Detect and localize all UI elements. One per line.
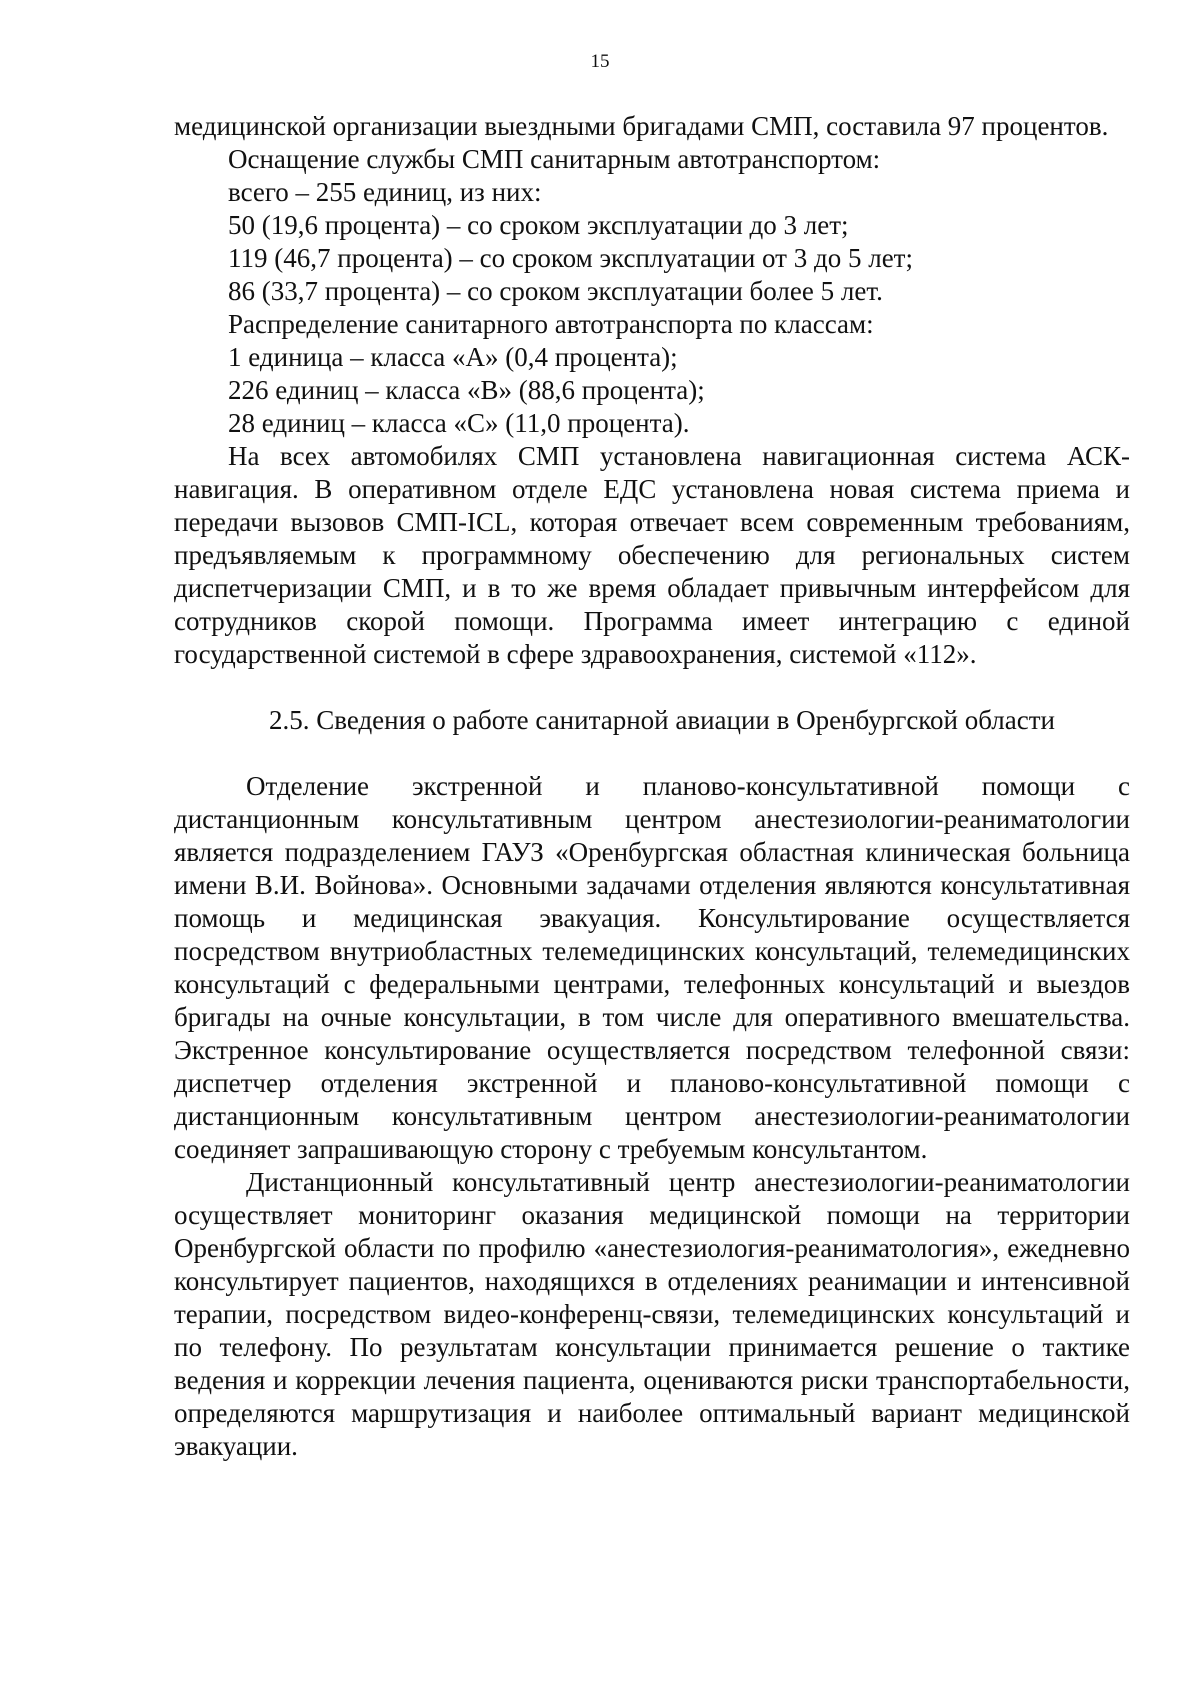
class-item: 226 единиц – класса «В» (88,6 процента);	[228, 375, 705, 405]
section-heading: 2.5. Сведения о работе санитарной авиации в Оренбургской области	[268, 705, 1056, 735]
transport-item: 86 (33,7 процента) – со сроком эксплуатации более 5 лет.	[228, 276, 883, 306]
class-title: Распределение санитарного автотранспорта по классам:	[228, 309, 874, 339]
transport-item: 119 (46,7 процента) – со сроком эксплуатации от 3 до 5 лет;	[228, 243, 913, 273]
paragraph-navigation: На всех автомобилях СМП установлена навигационная система АСК-навигация. В оперативном отделе ЕДС установлена новая система приема и передачи вызовов СМП-ICL, которая отвечает всем современным требованиям, предъявляемым к программному обеспечению для региональных систем диспетчеризации СМП, и в то же время обладает привычным интерфейсом для сотрудников скорой помощи. Программа имеет интеграцию с единой государственной системой в сфере здравоохранения, системой «112».	[174, 441, 1130, 669]
class-item: 28 единиц – класса «С» (11,0 процента).	[228, 408, 690, 438]
class-item: 1 единица – класса «А» (0,4 процента);	[228, 342, 678, 372]
document-body	[174, 110, 1130, 1463]
transport-total: всего – 255 единиц, из них:	[228, 177, 542, 207]
page-number: 15	[590, 51, 610, 72]
paragraph-center: Дистанционный консультативный центр анестезиологии-реаниматологии осуществляет мониторинг оказания медицинской помощи на территории Оренбургской области по профилю «анестезиология-реаниматология», ежедневно консультирует пациентов, находящихся в отделениях реанимации и интенсивной терапии, посредством видео-конференц-связи, телемедицинских консультаций и по телефону. По результатам консультации принимается решение о тактике ведения и коррекции лечения пациента, оцениваются риски транспортабельности, определяются маршрутизация и наиболее оптимальный вариант медицинской эвакуации.	[174, 1167, 1130, 1461]
transport-item: 50 (19,6 процента) – со сроком эксплуатации до 3 лет;	[228, 210, 849, 240]
transport-title: Оснащение службы СМП санитарным автотранспортом:	[228, 144, 881, 174]
paragraph-department: Отделение экстренной и планово-консультативной помощи с дистанционным консультативным центром анестезиологии-реаниматологии является подразделением ГАУЗ «Оренбургская областная клиническая больница имени В.И. Войнова». Основными задачами отделения являются консультативная помощь и медицинская эвакуация. Консультирование осуществляется посредством внутриобластных телемедицинских консультаций, телемедицинских консультаций с федеральными центрами, телефонных консультаций и выездов бригады на очные консультации, в том числе для оперативного вмешательства. Экстренное консультирование осуществляется посредством телефонной связи: диспетчер отделения экстренной и планово-консультативной помощи с дистанционным консультативным центром анестезиологии-реаниматологии соединяет запрашивающую сторону с требуемым консультантом.	[174, 771, 1130, 1164]
paragraph-intro: медицинской организации выездными бригадами СМП, составила 97 процентов.	[174, 111, 1109, 141]
